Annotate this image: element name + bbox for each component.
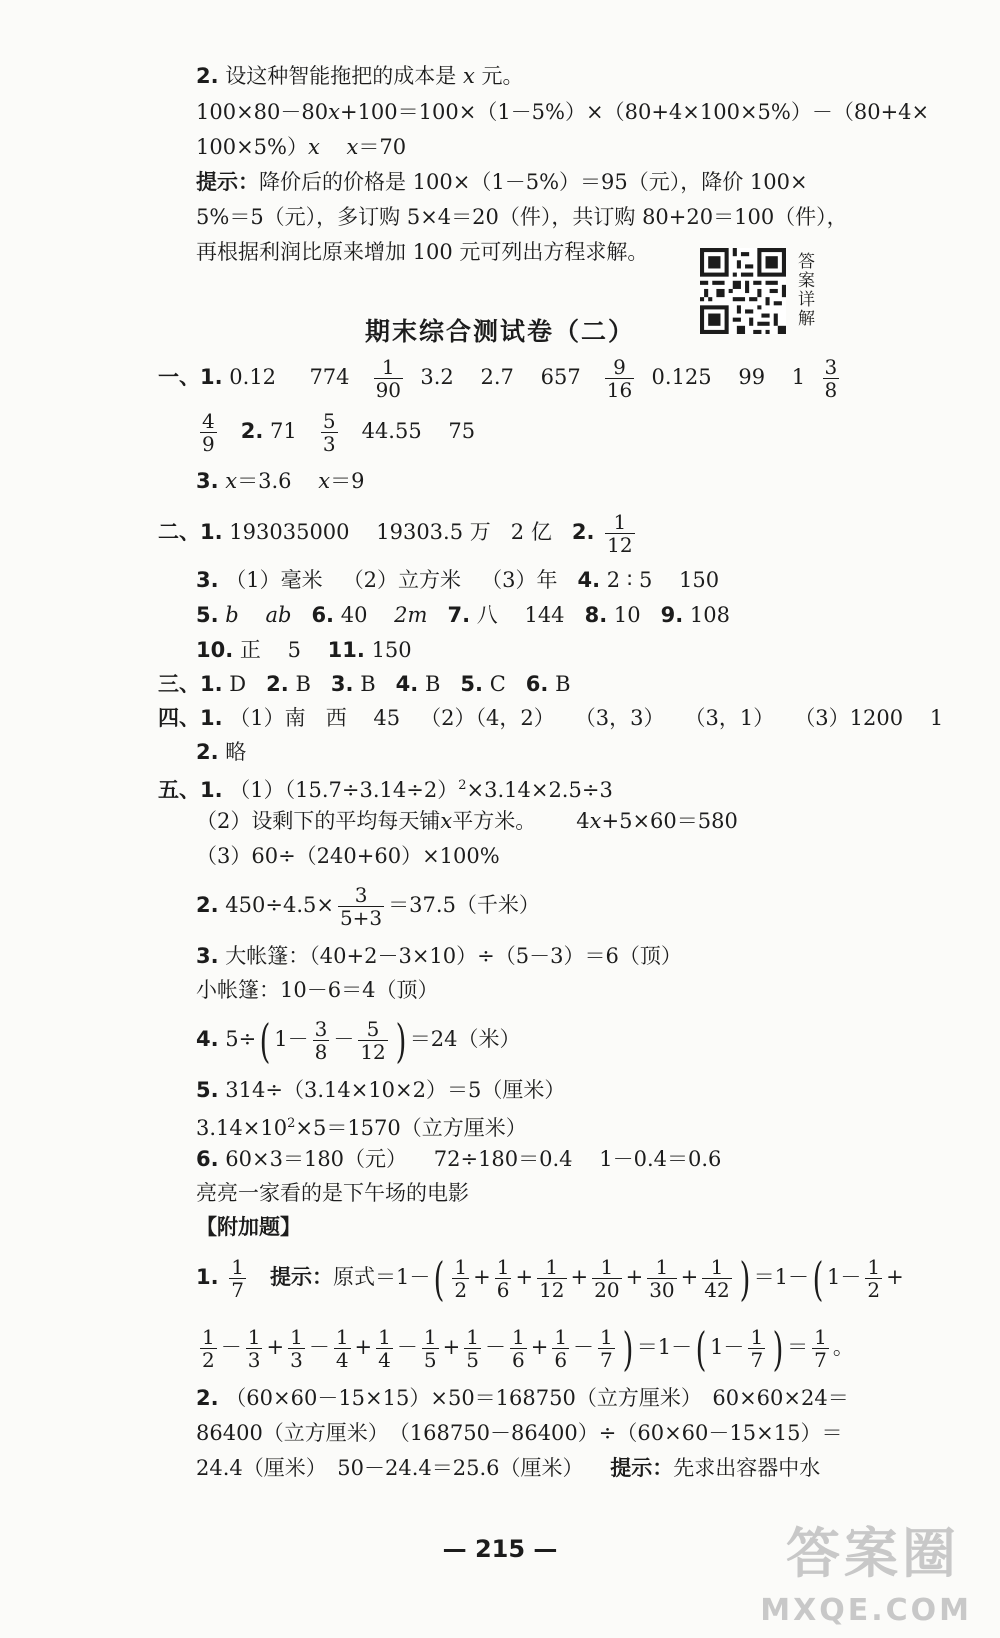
fraction — [647, 1256, 676, 1301]
denominator: 3 — [247, 1348, 261, 1372]
answer: （3，1） — [684, 706, 775, 730]
text: 314÷（3.14×10×2）＝5（厘米） — [225, 1078, 566, 1102]
exponent: 2 — [287, 1116, 296, 1131]
extra-line1: 1. $\frac{1}{7}$ 提示：原式＝1－( $\frac{1}{2}$ + $\frac{1}{6}$ + $\frac{1}{12}$ + $\frac{1}{20}$ + $\frac{1}{30}$ + $\frac{1}{42}$ ) ＝1－( 1－ $\frac{1}{2}$ + — [196, 1251, 904, 1306]
text: 1－ — [274, 1027, 309, 1051]
numerator: 9 — [605, 356, 634, 379]
s2-line2 — [196, 566, 719, 594]
q-number: 5. — [196, 603, 219, 627]
q-number: 1. — [200, 706, 223, 730]
q-number: 2. — [196, 740, 219, 764]
q-number: 5. — [460, 672, 483, 696]
fraction — [288, 1326, 305, 1371]
q-number: 1. — [196, 1265, 219, 1289]
text: 1－ — [710, 1335, 745, 1359]
s5-line4 — [196, 880, 540, 930]
q-number: 7. — [447, 603, 471, 627]
s5-line7 — [196, 1013, 521, 1068]
text: 1－0.4＝0.6 — [599, 1147, 722, 1171]
text: 72÷180＝0.4 — [433, 1147, 573, 1171]
var-x: x — [440, 809, 453, 833]
hint-label: 提示： — [270, 1265, 334, 1289]
answer: 774 — [309, 365, 350, 389]
answer: （3）年 — [481, 568, 558, 592]
text: （2）设剩下的平均每天铺 — [196, 809, 441, 833]
denominator: 7 — [600, 1348, 613, 1372]
q-number: 3. — [196, 944, 219, 968]
text: 设这种智能拖把的成本是 — [225, 64, 457, 88]
answer: 西 — [325, 706, 347, 730]
q-number: 4. — [196, 1027, 219, 1051]
fraction — [376, 1326, 393, 1371]
q-number: 4. — [395, 672, 419, 696]
section-label: 五、 — [158, 778, 200, 802]
denominator: 2 — [202, 1348, 215, 1372]
extra-q2-line1 — [196, 1384, 849, 1412]
text: （3）60÷（240+60）×100% — [196, 844, 500, 868]
numerator: 5 — [322, 409, 336, 433]
numerator: 1 — [247, 1325, 261, 1349]
answer: （1）毫米 — [225, 568, 323, 592]
var-x: x — [225, 469, 238, 493]
text: 元。 — [481, 64, 524, 88]
denominator: 7 — [750, 1348, 764, 1372]
answer: 八 — [476, 603, 498, 627]
answer: 3.2 — [420, 365, 454, 389]
extra-line2: $\frac{1}{2}$ － $\frac{1}{3}$ + $\frac{1}{3}$ － $\frac{1}{4}$ + $\frac{1}{4}$ － $\frac{1}{5}$ + $\frac{1}{5}$ － $\frac{1}{6}$ + $\frac{1}{6}$ － $\frac{1}{7}$ ) ＝1－( 1－ $\frac{1}{7}$ ) ＝ $\frac{1}{7}$ 。 — [202, 1321, 854, 1376]
section-title: 期末综合测试卷（二） — [364, 317, 635, 346]
answer: （1）南 — [229, 706, 306, 730]
page-number: — 215 — — [442, 1535, 558, 1563]
answer: 150 — [371, 638, 412, 662]
answer: 99 — [738, 365, 766, 389]
s5-line10 — [196, 1145, 721, 1173]
q-number: 1. — [200, 520, 223, 544]
s2-line4 — [196, 636, 412, 664]
denominator: 3 — [290, 1348, 303, 1372]
numerator: 1 — [374, 356, 403, 379]
section-label: 三、 — [158, 672, 200, 696]
var-x: x — [328, 100, 340, 124]
s5-line6 — [196, 976, 438, 1004]
denominator: 12 — [360, 1040, 386, 1064]
q-number: 3. — [196, 568, 219, 592]
numerator: 1 — [554, 1325, 568, 1349]
denominator: 4 — [335, 1348, 349, 1372]
answer: 19303.5 万 — [376, 520, 491, 544]
q-number: 11. — [327, 638, 365, 662]
answer: （3，3） — [574, 706, 665, 730]
s2-line3 — [196, 601, 730, 629]
numerator: 1 — [537, 1256, 566, 1279]
fraction — [510, 1326, 527, 1371]
fraction — [200, 1326, 217, 1371]
answer: D — [229, 672, 247, 696]
text: 平方米。 — [452, 809, 537, 833]
text: 86400（立方厘米） （168750－86400）÷（60×60－15×15）＝ — [196, 1421, 843, 1445]
answer: ＝3.6 — [237, 469, 292, 493]
fraction — [598, 1326, 615, 1371]
denominator: 30 — [649, 1278, 675, 1302]
fraction — [605, 356, 634, 401]
extra-q2-line3 — [196, 1454, 820, 1482]
q-number: 2. — [196, 1386, 219, 1410]
exponent: 2 — [458, 778, 467, 793]
numerator: 1 — [702, 1256, 731, 1279]
right-paren: ) — [622, 1321, 634, 1376]
answer: ＝9 — [330, 469, 365, 493]
answer: 2 亿 — [510, 520, 552, 544]
s5-line11 — [196, 1179, 469, 1207]
text: 原式＝1－ — [333, 1265, 431, 1289]
var-x: x — [462, 64, 475, 88]
right-paren: ) — [395, 1013, 407, 1068]
q-number: 5. — [196, 1078, 219, 1102]
watermark-url: MXQE.COM — [760, 1593, 972, 1628]
denominator: 20 — [594, 1278, 620, 1302]
var-x: x — [589, 809, 602, 833]
answer: 1 — [929, 706, 944, 730]
numerator: 1 — [454, 1255, 468, 1279]
answer: 45 — [373, 706, 401, 730]
s5-line3 — [196, 842, 500, 870]
qr-label: 答案详解 — [794, 252, 814, 328]
left-paren: ( — [695, 1321, 707, 1376]
q-number: 1. — [200, 778, 223, 802]
numerator: 1 — [750, 1325, 764, 1349]
numerator: 1 — [290, 1325, 303, 1349]
left-paren: ( — [812, 1251, 824, 1306]
right-paren: ) — [739, 1251, 751, 1306]
text: ×3.14×2.5÷3 — [466, 778, 613, 802]
denominator: 12 — [607, 533, 633, 557]
denominator: 6 — [511, 1348, 525, 1372]
denominator: 6 — [496, 1278, 510, 1302]
text: 450÷4.5× — [225, 893, 334, 917]
answer: 0.125 — [651, 365, 712, 389]
text: 24.4（厘米） 50－24.4＝25.6（厘米） — [196, 1456, 584, 1480]
denominator: 12 — [539, 1278, 565, 1302]
text: 1－ — [826, 1265, 862, 1289]
text: （1）（15.7÷3.14÷2） — [229, 778, 459, 802]
denominator: 7 — [231, 1278, 245, 1302]
text: +100＝100×（1－5%）×（80+4×100×5%）－（80+4× — [339, 100, 930, 124]
answer: （2）立方米 — [342, 568, 462, 592]
fraction — [748, 1326, 765, 1371]
numerator: 1 — [423, 1325, 437, 1349]
denominator: 3 — [322, 432, 336, 456]
s5-line1 — [158, 772, 613, 804]
answer: C — [489, 672, 506, 696]
numerator: 1 — [600, 1325, 613, 1349]
answer: 5 — [287, 638, 301, 662]
q-number: 6. — [196, 1147, 219, 1171]
s5-line5 — [196, 942, 682, 970]
q-number: 1. — [200, 365, 223, 389]
watermark-logo: 答案圈 — [786, 1522, 960, 1585]
s1-line3 — [196, 467, 364, 495]
s5-line8 — [196, 1076, 565, 1104]
p1-line1 — [196, 62, 524, 90]
denominator: 42 — [704, 1278, 730, 1302]
answer: B — [295, 672, 311, 696]
text: 先求出容器中水 — [673, 1456, 821, 1480]
numerator: 1 — [496, 1255, 510, 1279]
q-number: 2. — [196, 64, 219, 88]
fraction — [865, 1256, 882, 1301]
denominator: 4 — [378, 1348, 391, 1372]
q-number: 9. — [660, 603, 684, 627]
answer: b — [225, 603, 239, 627]
fraction — [321, 410, 338, 455]
left-paren: ( — [259, 1013, 271, 1068]
fraction — [702, 1256, 731, 1301]
text: ＝1－ — [753, 1265, 810, 1289]
denominator: 6 — [554, 1348, 568, 1372]
p1-line2 — [196, 98, 929, 126]
var-x: x — [318, 469, 331, 493]
text: ＝1－ — [636, 1335, 693, 1359]
text: 小帐篷：10－6＝4（顶） — [196, 978, 439, 1002]
s4-line1 — [158, 704, 943, 732]
numerator: 1 — [814, 1325, 827, 1349]
denominator: 5 — [423, 1348, 437, 1372]
fraction — [358, 1018, 387, 1063]
text: 。 — [832, 1335, 854, 1359]
q-number: 2. — [196, 893, 219, 917]
var-x: x — [308, 135, 320, 159]
denominator: 2 — [454, 1278, 468, 1302]
fraction — [605, 511, 634, 556]
fraction — [812, 1326, 829, 1371]
text: 大帐篷：（40+2－3×10）÷（5－3）＝6（顶） — [225, 944, 682, 968]
text: － — [333, 1027, 355, 1051]
numerator: 1 — [867, 1255, 881, 1279]
answer: （2）（4，2） — [420, 706, 555, 730]
p1-hint-line2 — [196, 203, 848, 231]
denominator: 5 — [466, 1348, 479, 1372]
numerator: 3 — [338, 884, 384, 907]
q-number: 2. — [266, 672, 289, 696]
numerator: 4 — [202, 409, 215, 433]
text: 再根据利润比原来增加 100 元可列出方程求解。 — [196, 240, 649, 264]
p1-line3 — [196, 133, 406, 161]
numerator: 1 — [202, 1325, 215, 1349]
denominator: 9 — [202, 432, 215, 456]
answer: 44.55 — [361, 419, 422, 443]
answer: 40 — [340, 603, 368, 627]
answer: 144 — [524, 603, 565, 627]
hint-label: 提示： — [610, 1456, 674, 1480]
text: ＝24（米） — [409, 1027, 521, 1051]
fraction — [334, 1326, 351, 1371]
section-label: 一、 — [158, 365, 200, 389]
numerator: 1 — [511, 1325, 525, 1349]
s3-line — [158, 670, 571, 698]
numerator: 1 — [605, 511, 634, 534]
fraction — [422, 1326, 439, 1371]
q-number: 2. — [571, 520, 595, 544]
q-number: 6. — [311, 603, 335, 627]
p1-hint-line3 — [196, 238, 648, 266]
right-paren: ) — [772, 1321, 784, 1376]
numerator: 1 — [647, 1256, 676, 1279]
extra-q2-line2 — [196, 1419, 842, 1447]
answer: 2m — [394, 603, 428, 627]
answer: 108 — [689, 603, 730, 627]
q-number: 4. — [577, 568, 601, 592]
q-number: 1. — [200, 672, 223, 696]
fraction — [338, 884, 384, 929]
text: ＝ — [787, 1335, 809, 1359]
text: ＝37.5（千米） — [388, 893, 540, 917]
numerator: 1 — [466, 1325, 479, 1349]
numerator: 5 — [358, 1018, 387, 1041]
denominator: 8 — [314, 1040, 328, 1064]
text: 5÷ — [225, 1027, 257, 1051]
text: 60×3＝180（元） — [225, 1147, 408, 1171]
fraction — [374, 356, 403, 401]
text: 降价后的价格是 100×（1－5%）＝95（元），降价 100× — [259, 170, 808, 194]
answer: 2 ∶ 5 — [606, 568, 653, 592]
answer: 150 — [679, 568, 720, 592]
answer: 10 — [613, 603, 641, 627]
left-paren: ( — [434, 1251, 445, 1306]
extra-label: 【附加题】 — [196, 1215, 301, 1239]
denominator: 7 — [814, 1348, 827, 1372]
fraction — [200, 410, 217, 455]
q-number: 3. — [196, 469, 219, 493]
answer: 2.7 — [480, 365, 514, 389]
s5-line2 — [196, 807, 738, 835]
text: 5%＝5（元），多订购 5×4＝20（件），共订购 80+20＝100（件）， — [196, 205, 848, 229]
answer: 71 — [270, 419, 297, 443]
fraction — [592, 1256, 621, 1301]
fraction — [464, 1326, 481, 1371]
answer: 正 — [239, 638, 261, 662]
fraction — [552, 1326, 569, 1371]
answer: B — [555, 672, 571, 696]
q-number: 8. — [584, 603, 608, 627]
text: 100×5%） — [196, 135, 308, 159]
denominator: 16 — [606, 378, 633, 402]
denominator: 5+3 — [339, 906, 383, 930]
text: ＝70 — [358, 135, 407, 159]
q-number: 3. — [330, 672, 354, 696]
fraction — [537, 1256, 566, 1301]
fraction — [823, 356, 840, 401]
denominator: 8 — [824, 378, 838, 402]
q-number: 10. — [196, 638, 234, 662]
s4-line2 — [196, 738, 246, 766]
answer: 193035000 — [229, 520, 350, 544]
q-number: 2. — [240, 419, 264, 443]
fraction — [313, 1018, 330, 1063]
fraction — [246, 1326, 263, 1371]
text: 3.14×10 — [196, 1116, 288, 1140]
s5-line9 — [196, 1110, 527, 1142]
section-label: 二、 — [158, 520, 200, 544]
hint-label: 提示： — [196, 170, 259, 194]
answer: （3）1200 — [794, 706, 904, 730]
fraction — [495, 1256, 512, 1301]
numerator: 1 — [335, 1325, 349, 1349]
answer: B — [424, 672, 441, 696]
text: 亮亮一家看的是下午场的电影 — [196, 1181, 469, 1205]
numerator: 1 — [592, 1256, 621, 1279]
text: （60×60－15×15）×50＝168750（立方厘米） 60×60×24＝ — [225, 1386, 849, 1410]
answer: B — [360, 672, 376, 696]
answer: 1 — [791, 365, 806, 389]
numerator: 1 — [231, 1255, 245, 1279]
p1-hint-line1 — [196, 168, 808, 196]
s1-line2 — [196, 406, 475, 456]
s1-line1 — [158, 352, 843, 402]
var-x: x — [346, 135, 359, 159]
numerator: 3 — [824, 355, 838, 379]
answer: 略 — [225, 740, 247, 764]
fraction — [229, 1256, 246, 1301]
answer: 657 — [540, 365, 581, 389]
answer: ab — [265, 603, 292, 627]
text: 4 — [576, 809, 590, 833]
fraction — [452, 1256, 469, 1301]
answer: 75 — [448, 419, 476, 443]
answer: 0.12 — [229, 365, 277, 389]
numerator: 3 — [314, 1017, 328, 1041]
text: 100×80－80 — [196, 100, 329, 124]
numerator: 1 — [378, 1325, 391, 1349]
q-number: 6. — [525, 672, 549, 696]
text: +5×60＝580 — [601, 809, 738, 833]
section-label: 四、 — [158, 706, 200, 730]
denominator: 90 — [375, 378, 402, 402]
s2-line1 — [158, 507, 639, 557]
text: ×5＝1570（立方厘米） — [295, 1116, 527, 1140]
denominator: 2 — [867, 1278, 881, 1302]
